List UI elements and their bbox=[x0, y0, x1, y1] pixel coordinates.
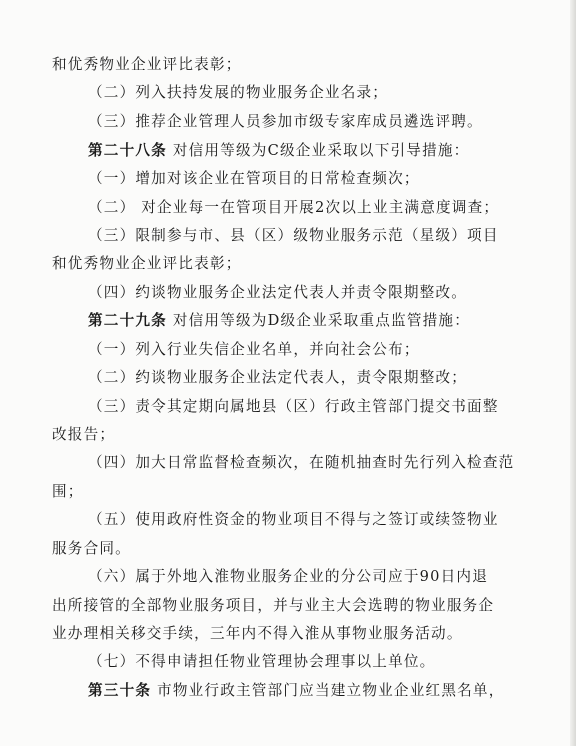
article-line bbox=[88, 311, 470, 331]
line-text: 改报告； bbox=[52, 426, 116, 443]
text-line bbox=[52, 254, 242, 274]
line-text: （七）不得申请担任物业管理协会理事以上单位。 bbox=[88, 653, 436, 670]
article-heading: 第三十条 bbox=[88, 682, 152, 699]
text-line bbox=[52, 482, 84, 502]
text-line bbox=[88, 112, 483, 132]
line-text: 出所接管的全部物业服务项目，并与业主大会选聘的物业服务企 bbox=[52, 597, 495, 614]
line-text: 和优秀物业企业评比表彰； bbox=[52, 255, 242, 272]
line-text: 围； bbox=[52, 483, 84, 500]
line-text: （三）责令其定期向属地县（区）行政主管部门提交书面整 bbox=[88, 398, 499, 415]
article-heading: 第二十八条 bbox=[88, 142, 167, 159]
line-text: （一）列入行业失信企业名单，并向社会公布； bbox=[88, 341, 420, 358]
text-line bbox=[52, 539, 131, 559]
text-line bbox=[88, 510, 499, 530]
line-text: （一）增加对该企业在管项目的日常检查频次； bbox=[88, 170, 420, 187]
article-heading: 第二十九条 bbox=[88, 312, 167, 329]
line-text: （二） 对企业每一在管项目开展2次以上业主满意度调查； bbox=[88, 199, 500, 216]
line-text: 对信用等级为C级企业采取以下引导措施： bbox=[166, 142, 470, 159]
text-line bbox=[88, 652, 435, 672]
text-line bbox=[88, 198, 499, 218]
text-line bbox=[88, 283, 467, 303]
text-line bbox=[52, 624, 463, 644]
text-line bbox=[88, 567, 488, 587]
line-text: （二）列入扶持发展的物业服务企业名录； bbox=[88, 84, 389, 101]
page-edge-shadow bbox=[570, 0, 576, 746]
line-text: 业办理相关移交手续，三年内不得入淮从事物业服务活动。 bbox=[52, 625, 463, 642]
line-text: 服务合同。 bbox=[52, 540, 131, 557]
line-text: 市物业行政主管部门应当建立物业企业红黑名单， bbox=[151, 682, 505, 699]
line-text: （六）属于外地入淮物业服务企业的分公司应于90日内退 bbox=[88, 568, 489, 585]
line-text: 和优秀物业企业评比表彰； bbox=[52, 56, 242, 73]
line-text: （三）限制参与市、县（区）级物业服务示范（星级）项目 bbox=[88, 227, 499, 244]
text-line bbox=[88, 368, 467, 388]
text-line bbox=[52, 425, 115, 445]
text-line bbox=[52, 596, 494, 616]
line-text: （三）推荐企业管理人员参加市级专家库成员遴选评聘。 bbox=[88, 113, 483, 130]
text-line bbox=[88, 169, 420, 189]
line-text: （二）约谈物业服务企业法定代表人，责令限期整改； bbox=[88, 369, 468, 386]
line-text: 对信用等级为D级企业采取重点监管措施： bbox=[166, 312, 471, 329]
article-line bbox=[88, 141, 469, 161]
text-line bbox=[88, 83, 388, 103]
line-text: （五）使用政府性资金的物业项目不得与之签订或续签物业 bbox=[88, 511, 499, 528]
text-line bbox=[88, 453, 514, 473]
text-line bbox=[88, 226, 499, 246]
line-text: （四）约谈物业服务企业法定代表人并责令限期整改。 bbox=[88, 284, 468, 301]
line-text: （四）加大日常监督检查频次，在随机抽查时先行列入检查范 bbox=[88, 454, 515, 471]
text-line bbox=[52, 55, 242, 75]
text-line bbox=[88, 397, 499, 417]
article-line bbox=[88, 681, 505, 701]
text-line bbox=[88, 340, 420, 360]
